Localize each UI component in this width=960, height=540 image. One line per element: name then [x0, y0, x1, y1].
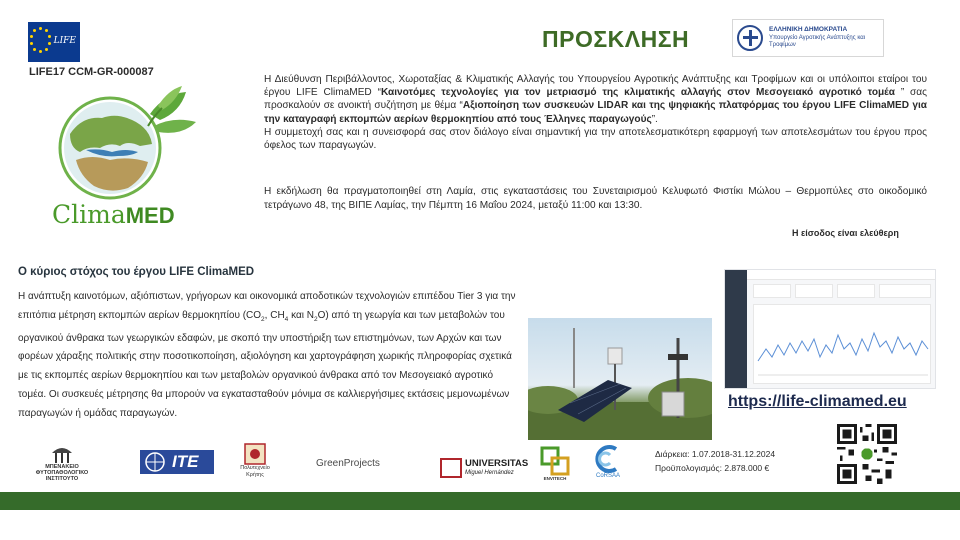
corsaa-label: CoRSAA [595, 473, 620, 479]
partner-logo-benaki [26, 445, 98, 483]
life-logo-text: LIFE [53, 36, 76, 46]
n2o-subscript: 2 [313, 315, 318, 323]
partner-logo-corsaa [588, 443, 628, 485]
umh-label-2: Miguel Hernández [465, 470, 514, 476]
ministry-logo [732, 19, 884, 57]
partner-logo-umh [440, 458, 529, 480]
project-budget: Προϋπολογισμός: 2.878.000 € [655, 463, 770, 473]
greek-emblem-icon [737, 25, 763, 51]
wordmark-clima: Clima [52, 200, 126, 229]
goal-text-a: Η ανάπτυξη καινοτόμων, αξιόπιστων, γρήγορων και οικονομικά αποδοτικών τεχνολογιών επιπέδου Tier 3 για την επιτόπια μέτρηση εκπομπών αερίων θερμοκηπίου (CO [18, 291, 516, 321]
invite-part-a: Η Διεύθυνση Περιβάλλοντος, Χωροταξίας & Κλιματικής Αλλαγής του Υπουργείου Αγροτικής Ανάπτυξης και Τροφίμων και οι υπόλοιποι εταίροι του έργου LIFE ClimaMED “ [264, 74, 927, 99]
ite-globe-icon [142, 450, 170, 474]
project-website-link[interactable]: https://life-climamed.eu [728, 393, 907, 410]
goal-text-b: , CH [264, 309, 285, 321]
partner-logo-tuc [233, 442, 277, 484]
invite-part-c: ” σας προσκαλούν σε ανοικτή συζήτηση με θέμα “ [264, 87, 927, 112]
free-entry-note: Η είσοδος είναι ελεύθερη [792, 228, 899, 238]
project-code: LIFE17 CCM-GR-000087 [29, 66, 154, 78]
platform-dashboard-screenshot [724, 269, 936, 389]
umh-label-1: UNIVERSITAS [465, 458, 529, 469]
climamed-wordmark [52, 200, 175, 229]
bottom-green-bar [0, 492, 960, 510]
co2-subscript: 2 [261, 315, 265, 323]
benaki-tree-icon [26, 445, 98, 465]
invitation-text [264, 73, 927, 152]
monitoring-station-photo [528, 318, 712, 440]
ministry-line2: Υπουργείο Αγροτικής Ανάπτυξης και Τροφίμων [769, 35, 866, 48]
corsaa-icon [588, 443, 628, 473]
goal-text-c: και N [288, 309, 314, 321]
qr-code [837, 424, 897, 484]
ministry-line1: ΕΛΛΗΝΙΚΗ ΔΗΜΟΚΡΑΤΙΑ [769, 26, 848, 33]
ch4-subscript: 4 [284, 315, 289, 323]
benaki-label: ΜΠΕΝΑΚΕΙΟ ΦΥΤΟΠΑΘΟΛΟΓΙΚΟ ΙΝΣΤΙΤΟΥΤΟ [35, 464, 89, 482]
goal-title: Ο κύριος στόχος του έργου LIFE ClimaMED [18, 266, 255, 278]
venue-text: Η εκδήλωση θα πραγματοποιηθεί στη Λαμία, στις εγκαταστάσεις του Συνεταιρισμού Κελυφωτό Φιστίκι Μώλου – Θερμοπύλες στο οικοδομικό τετράγωνο 48, της ΒΙΠΕ Λαμίας, την Πέμπτη 16 Μαΐου 2024, μεταξύ 11:00 και 13:30. [264, 186, 927, 211]
projects-label: Projects [343, 458, 380, 469]
tuc-label: Πολυτεχνείο Κρήτης [240, 465, 270, 478]
envitech-icon [540, 446, 570, 476]
invite-part-e: ”. [651, 113, 658, 125]
green-label: Green [316, 458, 344, 469]
invite-project-title: Καινοτόμες τεχνολογίες για τον μετριασμό της κλιματικής αλλαγής στον Μεσογειακό αγροτικό τομέα [380, 87, 895, 99]
partner-logo-green-projects [316, 458, 380, 469]
eu-life-logo [28, 22, 80, 62]
partner-logo-envitech [540, 446, 570, 484]
goal-text [18, 288, 518, 424]
wordmark-med: MED [125, 203, 175, 228]
tuc-emblem-icon [233, 442, 277, 466]
page-title: ΠΡΟΣΚΛΗΣΗ [542, 26, 690, 52]
umh-emblem-icon [440, 458, 462, 478]
project-duration: Διάρκεια: 1.07.2018-31.12.2024 [655, 449, 776, 459]
invite-topic: Αξιοποίηση των συσκευών LIDAR και της ψηφιακής πλατφόρμας του έργου LIFE ClimaMED για την καταγραφή εκπομπών αερίων θερμοκηπίου από τους Έλληνες παραγωγούς [264, 100, 927, 125]
partner-logo-ite [140, 450, 214, 474]
envitech-label: ENVITECH [543, 476, 567, 481]
ite-label: ITE [172, 452, 199, 471]
invite-participation: Η συμμετοχή σας και η συνεισφορά σας στον διάλογο είναι σημαντική για την αποτελεσματικότερη εφαρμογή των αποτελεσμάτων του έργου προς όφελος των παραγωγών. [264, 126, 927, 152]
goal-text-d: O) από τη γεωργία και των μεταβολών του οργανικού άνθρακα των γεωργικών εδαφών, με σκοπό την υποστήριξη των επιστημόνων, των Αρχών και των φορέων χάραξης πολιτικής στην ποσοτικοποίηση, αξιολόγηση και χαρτογράφηση χωρικής πληροφορίας σχετικά με τις εκπομπές αερίων θερμοκηπίου και των μεταβολών οργανικού άνθρακα από τον Μεσογειακό αγροτικό τομέα. Οι συσκευές μέτρησης θα μπορούν να εγκατασταθούν μόνιμα σε καλλιεργήσιμες εκτάσεις μεμονωμένων παραγωγών ή ομάδας παραγωγών. [18, 309, 512, 419]
